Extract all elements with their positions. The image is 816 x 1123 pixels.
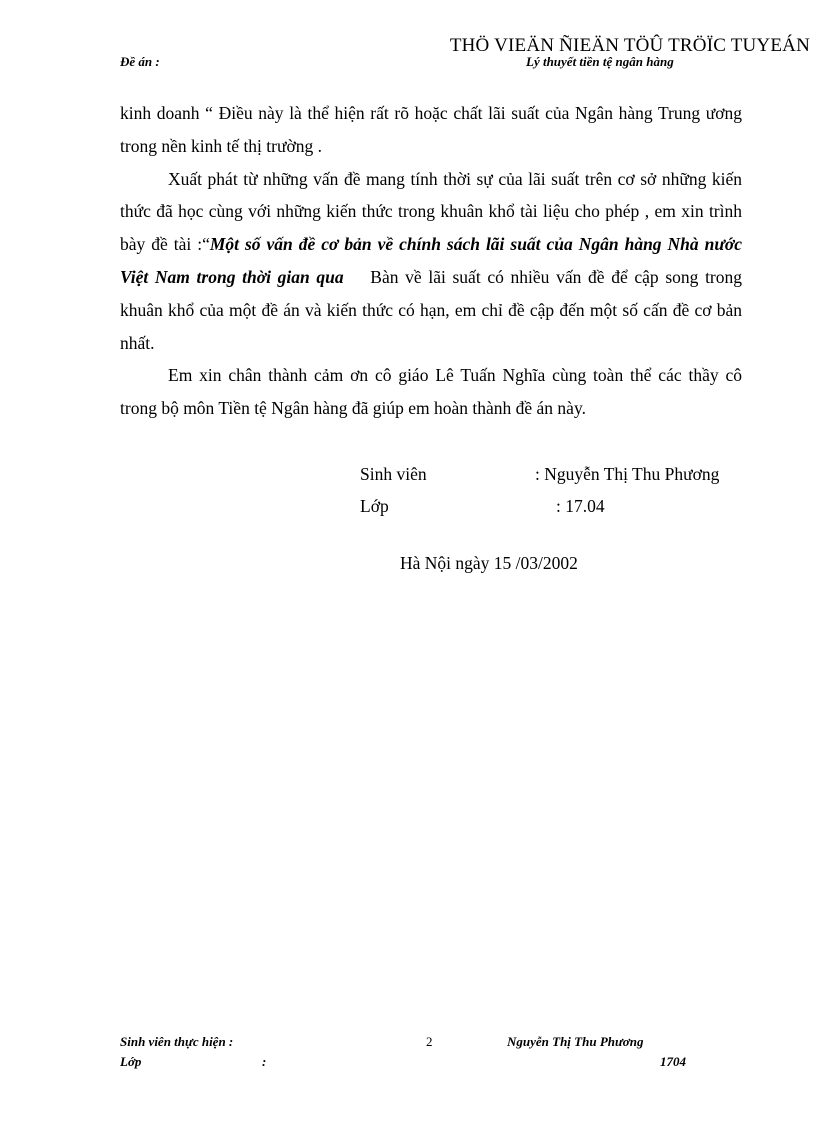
- header-left: Đề án :: [120, 54, 160, 69]
- header-right: Lý thuyết tiền tệ ngân hàng: [526, 54, 674, 69]
- paragraph-2-rest: Bàn về lãi suất có nhiều vấn đề để cập song trong khuân khổ của một đề án và kiến thức có hạn, em chỉ đề cập đến một số cấn đề cơ bản nhất.: [120, 266, 743, 353]
- footer-class-code: 1704: [660, 1054, 686, 1069]
- footer-student-name: Nguyễn Thị Thu Phương: [507, 1034, 644, 1049]
- footer-class-colon: :: [262, 1054, 267, 1069]
- thesis-title: Một số vấn đề cơ bản về chính sách lãi suất của Ngân hàng Nhà nước Việt Nam trong thời gian qua: [120, 234, 743, 287]
- date-line: Hà Nội ngày 15 /03/2002: [400, 553, 578, 573]
- body-text: [120, 97, 742, 425]
- class-value: : 17.04: [556, 496, 605, 516]
- footer-class-label: Lớp: [120, 1054, 142, 1069]
- page-number: 2: [426, 1034, 433, 1049]
- footer-student-label: Sinh viên thực hiện :: [120, 1034, 234, 1049]
- class-label: Lớp: [360, 496, 389, 516]
- student-label: Sinh viên: [360, 464, 427, 484]
- watermark-text: THÖ VIEÄN ÑIEÄN TÖÛ TRÖÏC TUYEÁN: [449, 35, 810, 56]
- paragraph-2-intro: Xuất phát từ những vấn đề mang tính thời sự của lãi suất trên cơ sở những kiến thức đã học cùng với những kiến thức trong khuân khổ tài liệu cho phép , em xin trình bày đề tài :“: [120, 168, 742, 255]
- paragraph-2: [120, 163, 742, 360]
- paragraph-1: kinh doanh “ Điều này là thể hiện rất rõ hoặc chất lãi suất của Ngân hàng Trung ương trong nền kinh tế thị trường .: [120, 103, 742, 156]
- student-value: : Nguyễn Thị Thu Phương: [535, 464, 720, 484]
- paragraph-3: Em xin chân thành cảm ơn cô giáo Lê Tuấn Nghĩa cùng toàn thể các thầy cô trong bộ môn Tiền tệ Ngân hàng đã giúp em hoàn thành đề án này.: [120, 365, 742, 419]
